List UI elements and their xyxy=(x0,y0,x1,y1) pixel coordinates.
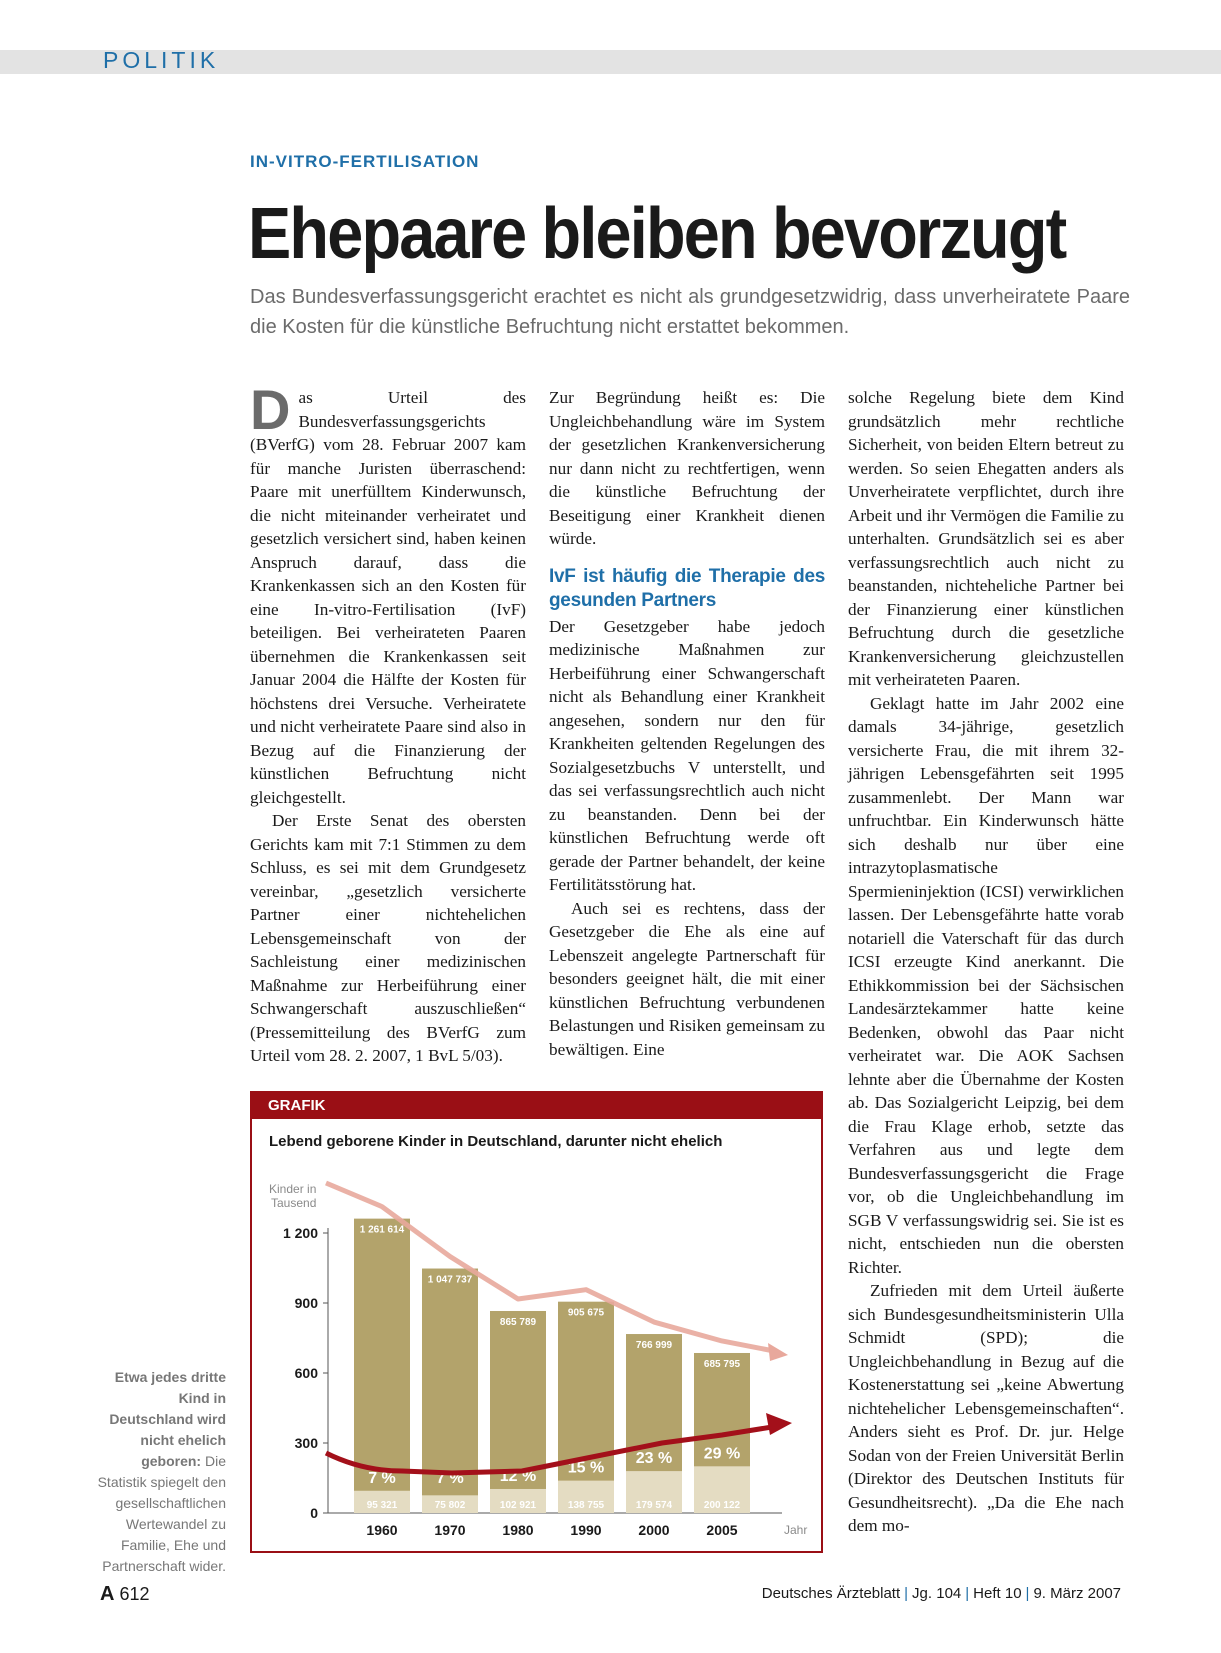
kicker: IN-VITRO-FERTILISATION xyxy=(250,152,480,171)
paragraph: Geklagt hatte im Jahr 2002 eine damals 34-jährige, gesetzlich versicherte Frau, die mit ihrem 32-jährigen Lebensgefährten seit 1995 zusammenlebt. Der Mann war unfruchtbar. Ein Kinderwunsch hätte sich deshalb nur über eine intrazytoplasmatische Spermieninjektion (ICSI) verwirklichen lassen. Der Lebensgefährte hatte vorab notariell die Vaterschaft für das durch ICSI erzeugte Kind anerkannt. Die Ethikkommission bei der Sächsischen Landesärztekammer hatte keine Bedenken, obwohl das Paar nicht verheiratet war. Die AOK Sachsen lehnte aber die Übernahme der Kosten ab. Das Sozialgericht Leipzig, bei dem die Frau Klage erhob, setzte das Verfahren aus und legte dem Bundesverfassungsgericht die Frage vor, ob die Ungleichbehandlung im SGB V verfassungswidrig sei. Sie ist es nicht, entschieden nun die obersten Richter. xyxy=(848,693,1124,1277)
x-tick-label: 1980 xyxy=(502,1522,534,1538)
journal-name: Deutsches Ärzteblatt xyxy=(761,1585,901,1602)
column-1 xyxy=(250,378,526,1068)
percentage-label: 23 % xyxy=(635,1450,673,1468)
bar-value-label: 95 321 xyxy=(366,1500,398,1511)
bar-chart xyxy=(252,1093,821,1551)
trend-arrowhead-share xyxy=(766,1413,792,1435)
paragraph: Auch sei es rechtens, dass der Gesetzgeber die Ehe als eine auf Lebenszeit angelegte Partnerschaft für besonders geeignet hält, die mit einer künstlichen Befruchtung verbundenen Belastungen und Risiken gemeinsam zu bewältigen. Eine xyxy=(549,898,825,1059)
x-tick-label: 2000 xyxy=(638,1522,670,1538)
journal-footer xyxy=(762,1585,1121,1602)
y-tick-label: 300 xyxy=(294,1435,318,1451)
trend-arrowhead-total xyxy=(768,1343,788,1361)
x-axis-label: Jahr xyxy=(784,1523,808,1537)
y-axis-label: Tausend xyxy=(271,1196,317,1210)
journal-volume: Jg. 104 xyxy=(912,1585,962,1602)
x-tick-label: 1970 xyxy=(434,1522,466,1538)
column-3 xyxy=(848,386,1124,1538)
bar-value-label: 179 574 xyxy=(635,1500,673,1511)
caption-bold: Etwa jedes dritte Kind in Deutschland wird nicht ehelich geboren: xyxy=(109,1369,226,1469)
percentage-label: 7 % xyxy=(368,1469,396,1487)
bar-value-label: 905 675 xyxy=(567,1307,605,1319)
x-tick-label: 1990 xyxy=(570,1522,602,1538)
paragraph: solche Regelung biete dem Kind grundsätzlich mehr rechtliche Sicherheit, von beiden Eltern betreut zu werden. So seien Ehegatten anders als Unverheiratete verpflichtet, durch ihre Arbeit und ihr Vermögen die Familie zu unterhalten. Grundsätzlich sei es aber verfassungsrechtlich auch nicht zu beanstanden, nichteheliche Partner bei der Finanzierung einer künstlichen Befruchtung durch die gesetzliche Krankenversicherung gleichzustellen mit verheirateten Paaren. xyxy=(848,388,1124,689)
bar-value-label: 766 999 xyxy=(635,1340,673,1352)
journal-date: 9. März 2007 xyxy=(1033,1585,1121,1602)
journal-issue: Heft 10 xyxy=(973,1585,1022,1602)
percentage-label: 7 % xyxy=(436,1470,464,1487)
paragraph-text: as Urteil des Bundesverfassungsgerichts (BVerfG) vom 28. Februar 2007 kam für manche Juristen überraschend: Paare mit unerfülltem Kinderwunsch, die nicht miteinander verheiratet und gesetzlich versichert sind, haben keinen Anspruch darauf, dass die Krankenkassen sich an den Kosten für eine In-vitro-Fertilisation (IvF) beteiligen. Bei verheirateten Paaren übernehmen die Krankenkassen seit Januar 2004 die Hälfte der Kosten für höchstens drei Versuche. Verheiratete und nicht verheiratete Paare sind also in Bezug auf die Finanzierung der künstlichen Befruchtung nicht gleichgestellt. xyxy=(250,388,526,807)
x-tick-label: 2005 xyxy=(706,1522,738,1538)
subheading: IvF ist häufig die Therapie des gesunden Partners xyxy=(549,565,825,611)
y-tick-label: 900 xyxy=(294,1295,318,1311)
bar-value-label: 1 261 614 xyxy=(359,1224,405,1236)
bar-value-label: 1 047 737 xyxy=(427,1274,473,1286)
figure-caption xyxy=(92,1367,226,1577)
bar-value-label: 200 122 xyxy=(703,1500,741,1511)
percentage-label: 15 % xyxy=(567,1459,605,1477)
divider: | xyxy=(904,1585,909,1602)
bar-value-label: 138 755 xyxy=(567,1500,605,1511)
divider: | xyxy=(1025,1585,1030,1602)
bar-value-label: 865 789 xyxy=(499,1316,537,1328)
chart-box xyxy=(250,1091,823,1553)
headline: Ehepaare bleiben bevorzugt xyxy=(248,194,1066,274)
percentage-label: 29 % xyxy=(703,1445,741,1463)
chart-label: GRAFIK xyxy=(252,1093,821,1119)
paragraph: Der Erste Senat des obersten Gerichts kam mit 7:1 Stimmen zu dem Schluss, es sei mit dem Grundgesetz vereinbar, „gesetzlich versicherte Partner einer nichtehelichen Lebensgemeinschaft von der Sachleistung einer medizinischen Maßnahme zur Herbeiführung einer Schwangerschaft auszuschließen“ (Pressemitteilung des BVerfG zum Urteil vom 28. 2. 2007, 1 BvL 5/03). xyxy=(250,811,526,1065)
section-label: POLITIK xyxy=(103,47,220,73)
y-tick-label: 0 xyxy=(310,1505,318,1521)
divider: | xyxy=(965,1585,970,1602)
caption-text: Die Statistik spiegelt den gesellschaftlichen Wertewandel zu Familie, Ehe und Partnerschaft wider. xyxy=(97,1453,226,1574)
paragraph: Zur Begründung heißt es: Die Ungleichbehandlung wäre im System der gesetzlichen Krankenversicherung nur dann nicht zu rechtfertigen, wenn die künstliche Befruchtung der Beseitigung einer Krankheit dienen würde. xyxy=(549,388,825,548)
y-tick-label: 600 xyxy=(294,1365,318,1381)
bar-value-label: 685 795 xyxy=(703,1358,741,1370)
bar-value-label: 102 921 xyxy=(499,1500,537,1511)
page-number-value: 612 xyxy=(119,1584,150,1604)
x-tick-label: 1960 xyxy=(366,1522,398,1538)
paragraph xyxy=(250,378,526,809)
percentage-label: 12 % xyxy=(499,1467,537,1485)
paragraph: Der Gesetzgeber habe jedoch medizinische Maßnahmen zur Herbeiführung einer Schwangerschaft nicht als Behandlung einer Krankheit angesehen, sondern nur den für Krankheiten geltenden Regelungen des Sozialgesetzbuchs V unterstellt, und das sei verfassungsrechtlich auch nicht zu beanstanden. Denn bei der künstlichen Befruchtung werde oft gerade der Partner behandelt, der keine Fertilitätsstörung hat. xyxy=(549,616,825,894)
column-2 xyxy=(549,386,825,1061)
page-prefix: A xyxy=(100,1583,115,1605)
page-number xyxy=(100,1583,150,1606)
y-axis-label: Kinder in xyxy=(269,1182,317,1196)
bar-value-label: 75 802 xyxy=(434,1500,466,1511)
deck: Das Bundesverfassungsgericht erachtet es nicht als grundgesetzwidrig, dass unverheiratete Paare die Kosten für die künstliche Befruchtung nicht erstattet bekommen. xyxy=(250,286,1130,338)
y-tick-label: 1 200 xyxy=(282,1225,318,1241)
chart-title: Lebend geborene Kinder in Deutschland, darunter nicht ehelich xyxy=(269,1133,723,1150)
dropcap: D xyxy=(250,378,291,441)
paragraph: Zufrieden mit dem Urteil äußerte sich Bundesgesundheitsministerin Ulla Schmidt (SPD); die Ungleichbehandlung in Bezug auf die Kostenerstattung sei „keine Abwertung nichtehelicher Lebensgemeinschaften“. Anders sieht es Prof. Dr. jur. Helge Sodan von der Freien Universität Berlin (Direktor des Deutschen Instituts für Gesundheitsrecht). „Da die Ehe nach dem mo- xyxy=(848,1281,1124,1535)
